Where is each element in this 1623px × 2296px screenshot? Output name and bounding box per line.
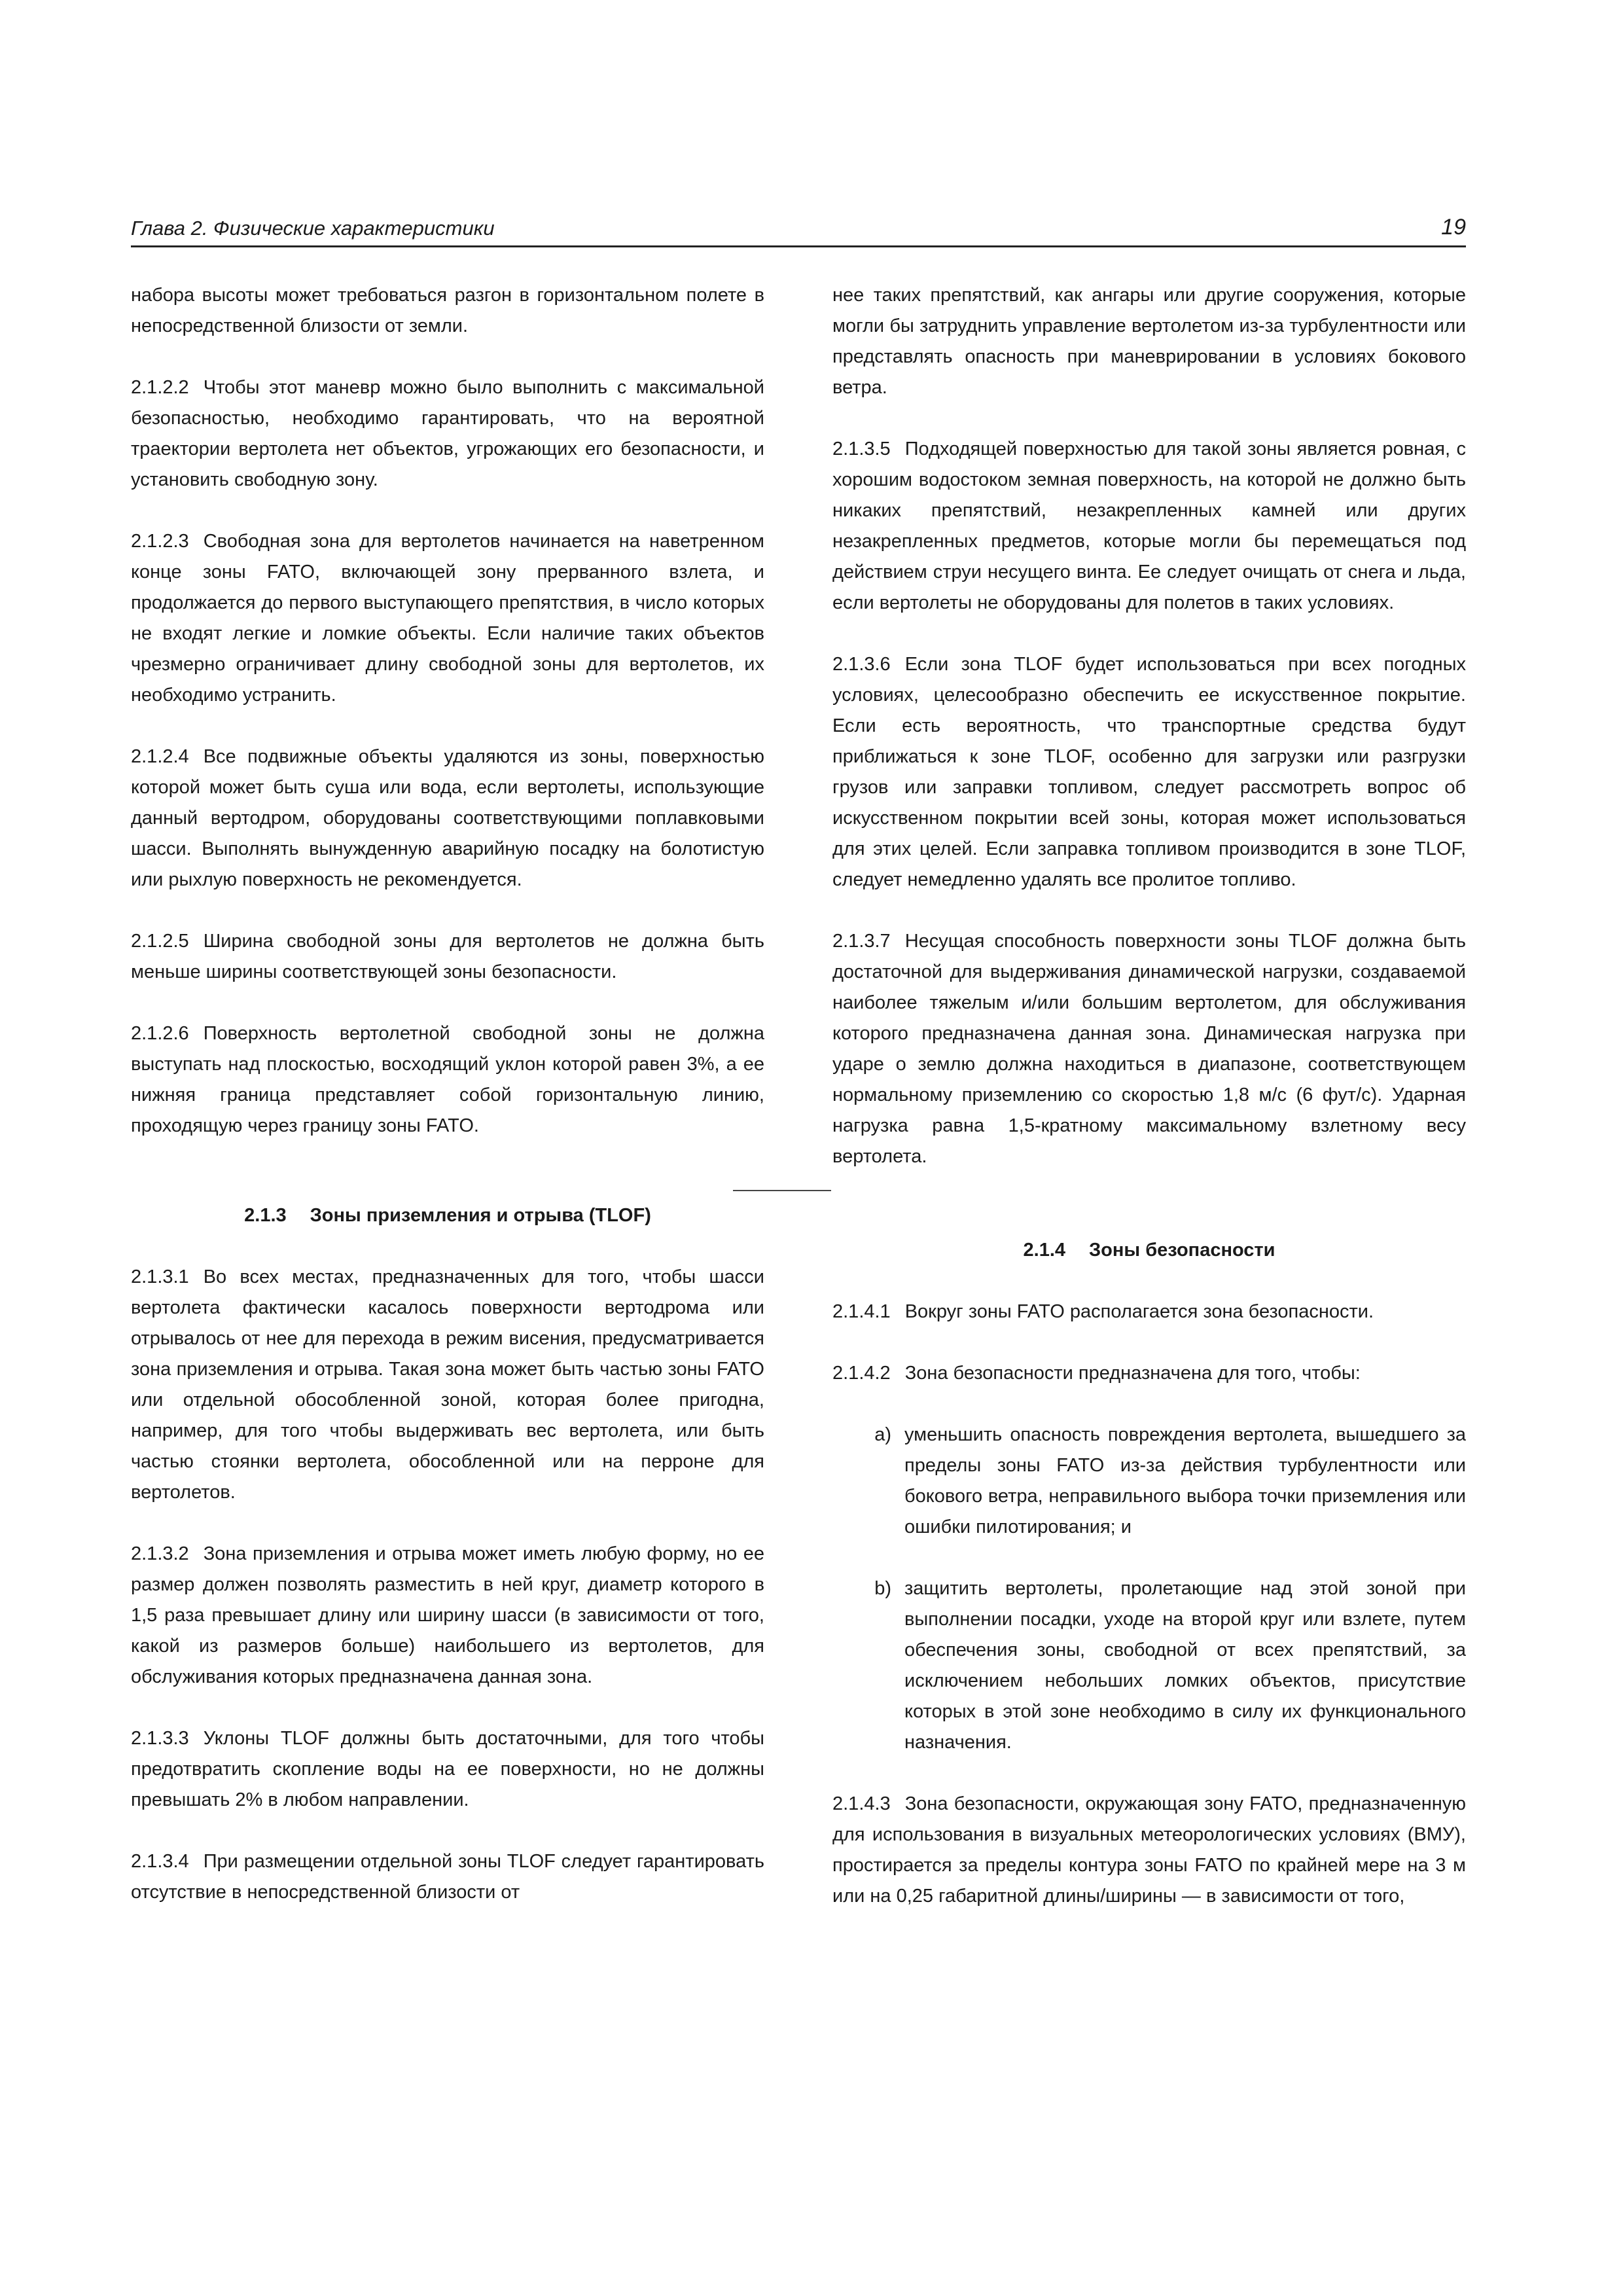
paragraph-number: 2.1.3.5 [832,439,891,459]
paragraph-number: 2.1.3.2 [131,1543,189,1564]
paragraph-text: Вокруг зоны FATO располагается зона безопасности. [904,1301,1374,1322]
paragraph-continuation: нее таких препятствий, как ангары или другие сооружения, которые могли бы затруднить управление вертолетом из-за турбулентности или представлять опасность при маневрировании в условиях бокового ветра. [832,285,1466,398]
paragraph-2-1-4-1 [832,1297,1466,1327]
paragraph-number: 2.1.2.3 [131,531,189,552]
paragraph-text: Поверхность вертолетной свободной зоны не должна выступать над плоскостью, восходящий уклон которой равен 3%, а ее нижняя граница представляет собой горизонтальную линию, проходящую через границу зоны FATO. [131,1023,764,1136]
paragraph-number: 2.1.2.4 [131,746,189,767]
paragraph-text: Свободная зона для вертолетов начинается на наветренном конце зоны FATO, включающей зону прерванного взлета, и продолжается до первого выступающего препятствия, в число которых не входят легкие и ломкие объекты. Если наличие таких объектов чрезмерно ограничивает длину свободной зоны для вертолетов, их необходимо устранить. [131,531,764,706]
paragraph-2-1-2-6 [131,1018,764,1141]
paragraph-text: При размещении отдельной зоны TLOF следует гарантировать отсутствие в непосредственной близости от [131,1851,764,1903]
paragraph-text: Зона безопасности предназначена для того, чтобы: [904,1363,1361,1384]
paragraph-2-1-3-3 [131,1723,764,1816]
page-number: 19 [1441,215,1466,240]
paragraph-text: Уклоны TLOF должны быть достаточными, для того чтобы предотвратить скопление воды на ее поверхности, но не должны превышать 2% в любом направлении. [131,1728,764,1810]
paragraph-text: Если зона TLOF будет использоваться при всех погодных условиях, целесообразно обеспечить ее искусственное покрытие. Если есть вероятность, что транспортные средства будут приближаться к зоне TLOF, особенно для загрузки или разгрузки грузов или заправки топливом, следует рассмотреть вопрос об искусственном покрытии всей зоны, которая может использоваться для этих целей. Если заправка топливом производится в зоне TLOF, следует немедленно удалять все пролитое топливо. [832,654,1466,890]
section-title: Зоны безопасности [1089,1240,1275,1261]
paragraph-number: 2.1.3.6 [832,654,891,675]
list-item-a [832,1420,1466,1543]
paragraph-2-1-4-3 [832,1789,1466,1912]
paragraph-continuation: набора высоты может требоваться разгон в горизонтальном полете в непосредственной близости от земли. [131,285,764,336]
paragraph-2-1-3-6 [832,649,1466,895]
section-number: 2.1.3 [244,1205,287,1226]
paragraph-2-1-3-1 [131,1262,764,1508]
paragraph-text: Чтобы этот маневр можно было выполнить с максимальной безопасностью, необходимо гарантировать, что на вероятной траектории вертолета нет объектов, угрожающих его безопасности, и установить свободную зону. [131,377,764,490]
list-text: защитить вертолеты, пролетающие над этой зоной при выполнении посадки, уходе на второй круг или взлете, путем обеспечения зоны, свободной от всех препятствий, за исключением небольших ломких объектов, присутствие которых в этой зоне необходимо в силу их функционального назначения. [904,1578,1466,1753]
paragraph-2-1-3-5 [832,434,1466,619]
paragraph-number: 2.1.3.1 [131,1266,189,1287]
section-heading-2-1-4 [832,1235,1466,1266]
list-item-b [832,1573,1466,1758]
paragraph-text: Зона приземления и отрыва может иметь любую форму, но ее размер должен позволять разместить в ней круг, диаметр которого в 1,5 раза превышает длину или ширину шасси (в зависимости от того, какой из размеров больше) наибольшего из вертолетов, для обслуживания которых предназначена данная зона. [131,1543,764,1687]
chapter-title: Глава 2. Физические характеристики [131,217,495,240]
paragraph-2-1-2-3 [131,526,764,711]
paragraph-number: 2.1.4.2 [832,1363,891,1384]
paragraph-number: 2.1.4.1 [832,1301,891,1322]
list-text: уменьшить опасность повреждения вертолета, вышедшего за пределы зоны FATO из-за действия турбулентности или бокового ветра, неправильного выбора точки приземления или ошибки пилотирования; и [904,1424,1466,1537]
paragraph-number: 2.1.3.3 [131,1728,189,1749]
left-column [131,280,764,1939]
paragraph-2-1-2-4 [131,742,764,895]
section-number: 2.1.4 [1023,1240,1066,1261]
paragraph-2-1-3-4 [131,1846,764,1908]
paragraph-text: Все подвижные объекты удаляются из зоны, поверхностью которой может быть суша или вода, если вертолеты, использующие данный вертодром, оборудованы соответствующими поплавковыми шасси. Выполнять вынужденную аварийную посадку на болотистую или рыхлую поверхность не рекомендуется. [131,746,764,890]
paragraph-text: Несущая способность поверхности зоны TLOF должна быть достаточной для выдерживания динамической нагрузки, создаваемой наиболее тяжелым и/или большим вертолетом, для обслуживания которого предназначена данная зона. Динамическая нагрузка при ударе о землю должна находиться в диапазоне, соответствующем нормальному приземлению со скоростью 1,8 м/с (6 фут/с). Ударная нагрузка равна 1,5-кратному максимальному взлетному весу вертолета. [832,931,1466,1167]
paragraph-2-1-4-2 [832,1358,1466,1389]
paragraph-number: 2.1.3.4 [131,1851,189,1872]
paragraph-2-1-2-2 [131,372,764,495]
paragraph-text: Во всех местах, предназначенных для того, чтобы шасси вертолета фактически касалось поверхности вертодрома или отрывалось от нее для перехода в режим висения, предусматривается зона приземления и отрыва. Такая зона может быть частью зоны FATO или отдельной обособленной зоной, которая более пригодна, например, для того чтобы выдерживать вес вертолета, или быть частью стоянки вертолета, обособленной или на перроне для вертолетов. [131,1266,764,1503]
list-marker: b) [874,1578,891,1599]
paragraph-number: 2.1.3.7 [832,931,891,952]
paragraph-number: 2.1.2.5 [131,931,189,952]
paragraph-number: 2.1.2.2 [131,377,189,398]
section-heading-2-1-3 [131,1200,764,1231]
right-column [832,280,1466,1943]
paragraph-text: Подходящей поверхностью для такой зоны является ровная, с хорошим водостоком земная поверхность, на которой не должно быть никаких препятствий, незакрепленных камней или других незакрепленных предметов, которые могли бы перемещаться под действием струи несущего винта. Ее следует очищать от снега и льда, если вертолеты не оборудованы для полетов в таких условиях. [832,439,1466,613]
paragraph-number: 2.1.4.3 [832,1793,891,1814]
list-marker: a) [874,1424,891,1445]
paragraph-text: Зона безопасности, окружающая зону FATO, предназначенную для использования в визуальных метеорологических условиях (ВМУ), простирается за пределы контура зоны FATO по крайней мере на 3 м или на 0,25 габаритной длины/ширины — в зависимости от того, [832,1793,1466,1907]
paragraph-number: 2.1.2.6 [131,1023,189,1044]
paragraph-text: Ширина свободной зоны для вертолетов не должна быть меньше ширины соответствующей зоны безопасности. [131,931,764,982]
paragraph-2-1-2-5 [131,926,764,988]
paragraph-2-1-3-7 [832,926,1466,1172]
paragraph-2-1-3-2 [131,1539,764,1693]
section-title: Зоны приземления и отрыва (TLOF) [310,1205,651,1226]
running-header [131,215,1466,247]
